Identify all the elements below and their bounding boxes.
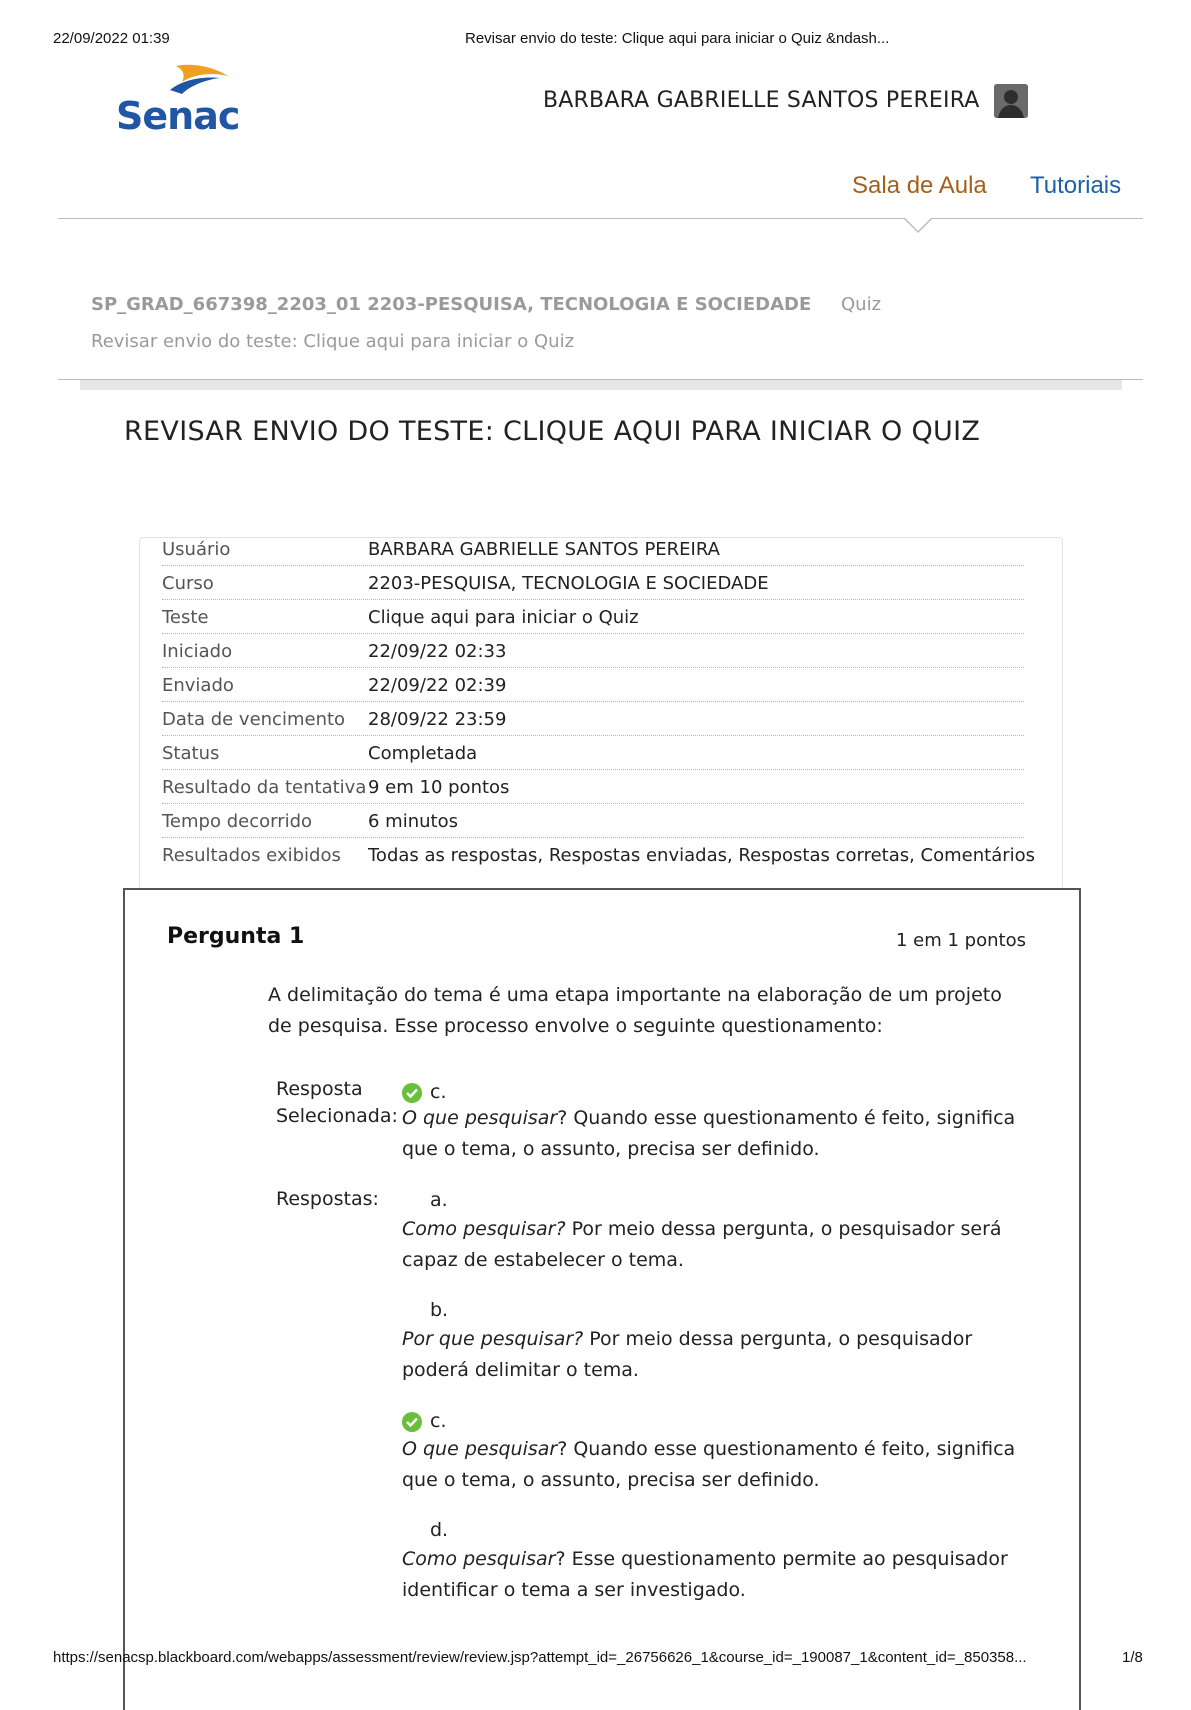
question-text: A delimitação do tema é uma etapa importante na elaboração de um projeto de pesquisa. Esse processo envolve o seguinte questionamento: bbox=[268, 984, 1002, 1037]
info-label: Enviado bbox=[162, 675, 234, 696]
nav-tutoriais[interactable]: Tutoriais bbox=[1030, 172, 1122, 199]
print-url: https://senacsp.blackboard.com/webapps/assessment/review/review.jsp?attempt_id=_26756626_1&course_id=_190087_1&content_id=_850358... bbox=[53, 1649, 1027, 1666]
breadcrumb-shadow-bar bbox=[80, 380, 1122, 390]
info-row bbox=[162, 837, 1036, 871]
info-row bbox=[162, 701, 1024, 736]
info-row bbox=[162, 769, 1024, 804]
selected-label-line1: Resposta bbox=[276, 1078, 363, 1100]
print-title: Revisar envio do teste: Clique aqui para iniciar o Quiz &ndash... bbox=[465, 30, 890, 47]
breadcrumb-course[interactable]: SP_GRAD_667398_2203_01 2203-PESQUISA, TECNOLOGIA E SOCIEDADE bbox=[91, 294, 812, 315]
info-value: Todas as respostas, Respostas enviadas, Respostas corretas, Comentários bbox=[368, 845, 1036, 866]
answer-text bbox=[402, 1214, 1042, 1276]
senac-logo[interactable] bbox=[116, 64, 242, 142]
info-value: 28/09/22 23:59 bbox=[368, 709, 507, 730]
question-title: Pergunta 1 bbox=[167, 924, 305, 949]
info-label: Resultado da tentativa bbox=[162, 777, 367, 798]
answer-rest: ? Esse questionamento permite ao pesquisador identificar o tema a ser investigado. bbox=[402, 1548, 1008, 1601]
info-row bbox=[162, 531, 1024, 566]
answer-rest: ? Quando esse questionamento é feito, significa que o tema, o assunto, precisa ser definido. bbox=[402, 1438, 1016, 1491]
correct-check-icon bbox=[402, 1412, 422, 1432]
breadcrumb-section[interactable]: Quiz bbox=[841, 294, 882, 315]
info-value: Completada bbox=[368, 743, 478, 764]
logo-text: Senac bbox=[116, 94, 240, 138]
avatar-icon[interactable] bbox=[994, 84, 1028, 118]
answer-italic: Como pesquisar? bbox=[402, 1218, 566, 1240]
selected-answer-letter: c. bbox=[430, 1081, 447, 1103]
correct-check-icon bbox=[402, 1083, 422, 1103]
answer-text bbox=[402, 1544, 1042, 1606]
answer-text bbox=[402, 1434, 1042, 1496]
info-value: 6 minutos bbox=[368, 811, 458, 832]
answer-letter: a. bbox=[430, 1189, 448, 1211]
answer-rest: Por meio dessa pergunta, o pesquisador será capaz de estabelecer o tema. bbox=[402, 1218, 1002, 1271]
answer-rest: Por meio dessa pergunta, o pesquisador poderá delimitar o tema. bbox=[402, 1328, 973, 1381]
info-label: Curso bbox=[162, 573, 214, 594]
breadcrumb-page: Revisar envio do teste: Clique aqui para iniciar o Quiz bbox=[91, 331, 575, 352]
info-value: 22/09/22 02:33 bbox=[368, 641, 507, 662]
info-label: Resultados exibidos bbox=[162, 845, 341, 866]
info-label: Tempo decorrido bbox=[162, 811, 313, 832]
info-row bbox=[162, 633, 1024, 668]
info-value: BARBARA GABRIELLE SANTOS PEREIRA bbox=[368, 539, 720, 560]
info-value: 9 em 10 pontos bbox=[368, 777, 510, 798]
info-label: Status bbox=[162, 743, 220, 764]
info-value: Clique aqui para iniciar o Quiz bbox=[368, 607, 639, 628]
info-row bbox=[162, 735, 1024, 770]
nav-sala-de-aula[interactable]: Sala de Aula bbox=[852, 172, 987, 199]
answer-letter: d. bbox=[430, 1519, 449, 1541]
selected-label-line2: Selecionada: bbox=[276, 1105, 398, 1127]
selected-answer-italic: O que pesquisar bbox=[402, 1107, 558, 1129]
answers-label: Respostas: bbox=[276, 1188, 379, 1210]
user-name[interactable]: BARBARA GABRIELLE SANTOS PEREIRA bbox=[543, 88, 980, 113]
info-value: 22/09/22 02:39 bbox=[368, 675, 507, 696]
answer-letter: c. bbox=[430, 1410, 447, 1432]
selected-answer-rest: ? Quando esse questionamento é feito, significa que o tema, o assunto, precisa ser definido. bbox=[402, 1107, 1016, 1160]
nav-active-caret-icon bbox=[903, 218, 933, 233]
answer-letter: b. bbox=[430, 1299, 449, 1321]
info-label: Teste bbox=[162, 607, 209, 628]
answer-text bbox=[402, 1324, 1042, 1386]
info-label: Iniciado bbox=[162, 641, 233, 662]
info-value: 2203-PESQUISA, TECNOLOGIA E SOCIEDADE bbox=[368, 573, 769, 594]
info-row bbox=[162, 565, 1024, 600]
info-label: Usuário bbox=[162, 539, 231, 560]
print-date: 22/09/2022 01:39 bbox=[53, 30, 170, 47]
page-title: REVISAR ENVIO DO TESTE: CLIQUE AQUI PARA INICIAR O QUIZ bbox=[124, 416, 981, 447]
answer-italic: O que pesquisar bbox=[402, 1438, 558, 1460]
selected-answer-text bbox=[402, 1103, 1042, 1165]
selected-answer-label bbox=[276, 1076, 398, 1130]
info-row bbox=[162, 667, 1024, 702]
info-row bbox=[162, 599, 1024, 634]
answer-italic: Por que pesquisar? bbox=[402, 1328, 584, 1350]
question-score: 1 em 1 pontos bbox=[896, 930, 1026, 951]
info-row bbox=[162, 803, 1024, 838]
print-page-number: 1/8 bbox=[1122, 1649, 1143, 1666]
nav-divider bbox=[58, 218, 1143, 219]
info-label: Data de vencimento bbox=[162, 709, 346, 730]
answer-italic: Como pesquisar bbox=[402, 1548, 556, 1570]
